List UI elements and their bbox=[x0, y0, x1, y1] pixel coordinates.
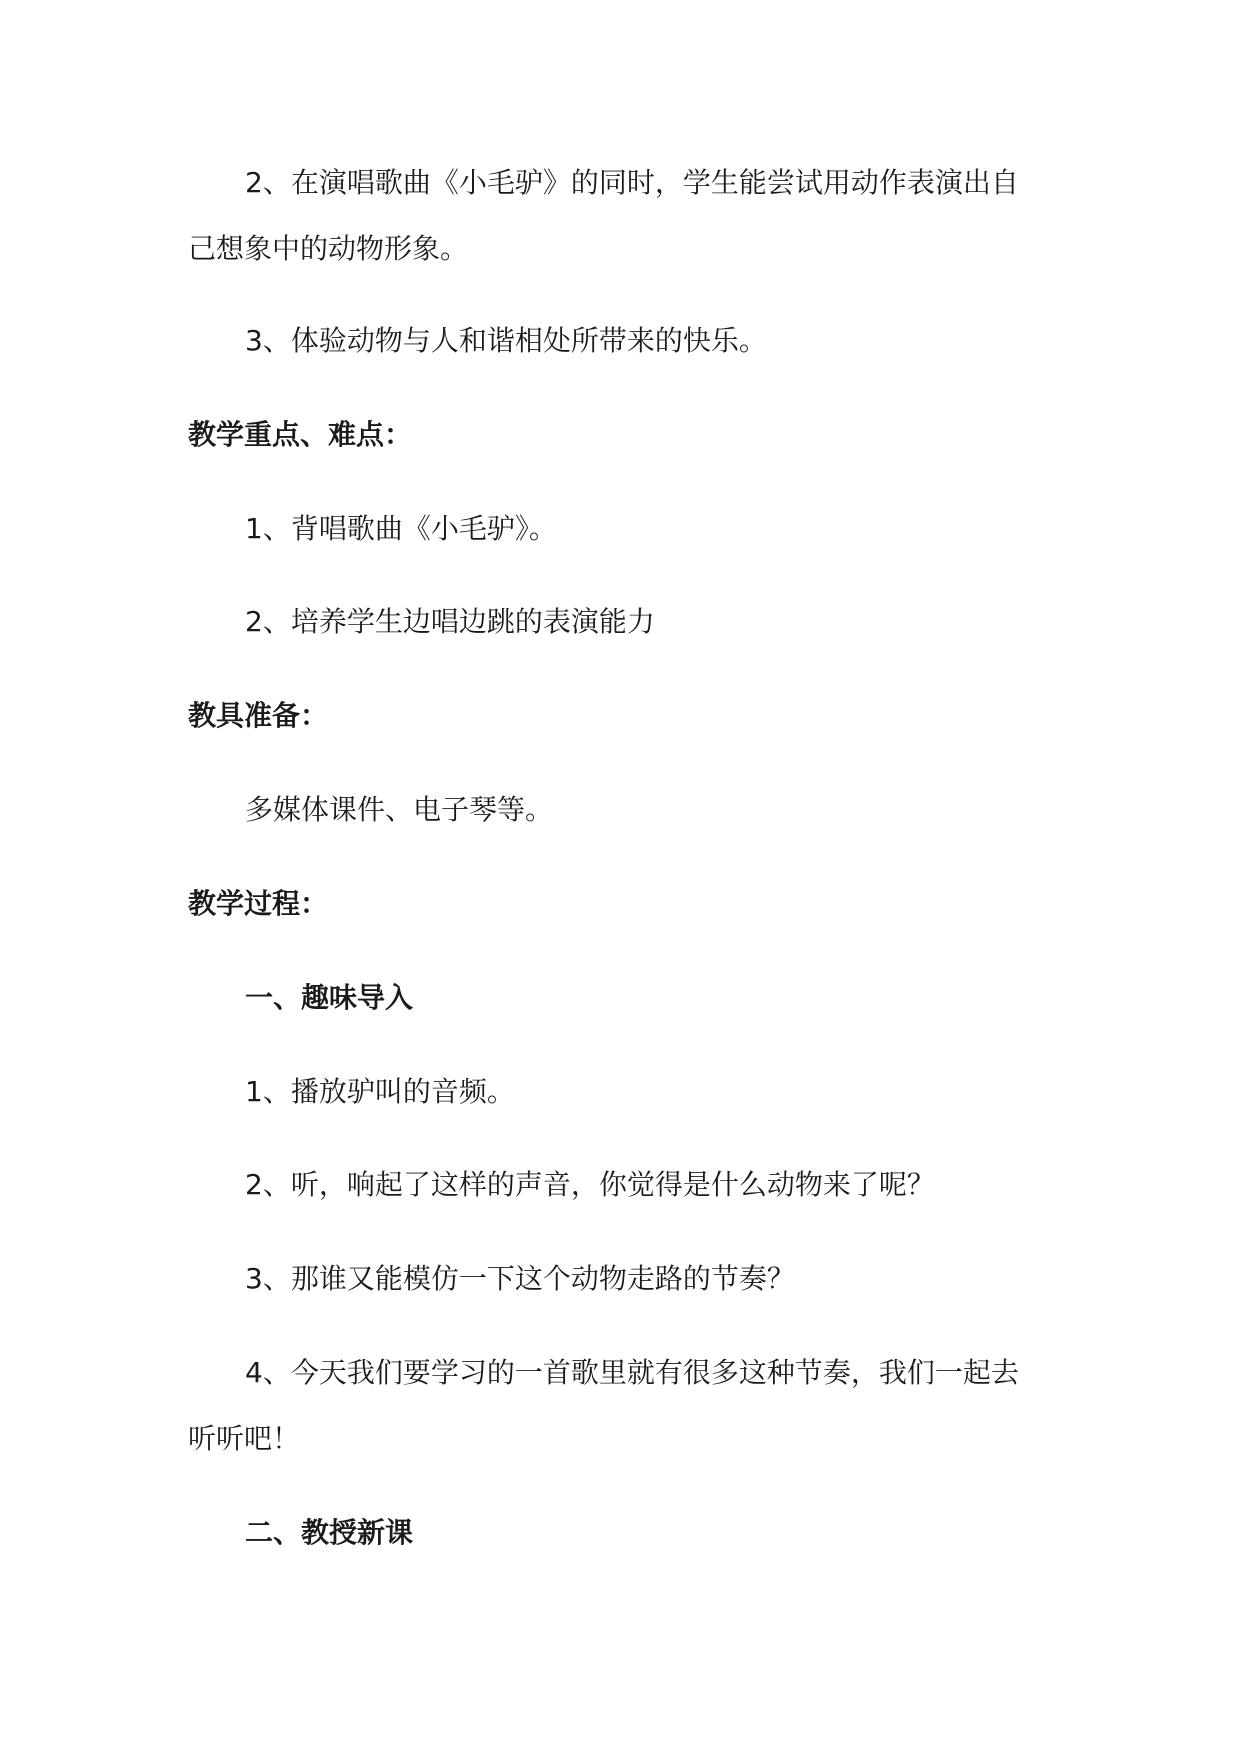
step-3: 3、那谁又能模仿一下这个动物走路的节奏？ bbox=[245, 1262, 795, 1295]
step-1: 1、播放驴叫的音频。 bbox=[245, 1075, 515, 1108]
key-point-1: 1、背唱歌曲《小毛驴》。 bbox=[245, 512, 557, 545]
process-heading: 教学过程： bbox=[188, 887, 329, 920]
objective-3: 3、体验动物与人和谐相处所带来的快乐。 bbox=[245, 324, 767, 357]
key-points-heading: 教学重点、难点： bbox=[188, 418, 413, 451]
key-point-2: 2、培养学生边唱边跳的表演能力 bbox=[245, 605, 655, 638]
materials-text: 多媒体课件、电子琴等。 bbox=[245, 793, 554, 826]
section-1-heading: 一、趣味导入 bbox=[245, 981, 414, 1014]
section-2-heading: 二、教授新课 bbox=[245, 1516, 414, 1549]
objective-2-line-2: 己想象中的动物形象。 bbox=[188, 232, 469, 265]
materials-heading: 教具准备： bbox=[188, 699, 329, 732]
step-4-line-1: 4、今天我们要学习的一首歌里就有很多这种节奏，我们一起去 bbox=[245, 1356, 1019, 1389]
step-4-line-2: 听听吧！ bbox=[188, 1422, 301, 1455]
step-2: 2、听，响起了这样的声音，你觉得是什么动物来了呢？ bbox=[245, 1168, 935, 1201]
objective-2-line-1: 2、在演唱歌曲《小毛驴》的同时，学生能尝试用动作表演出自 bbox=[245, 166, 1019, 199]
